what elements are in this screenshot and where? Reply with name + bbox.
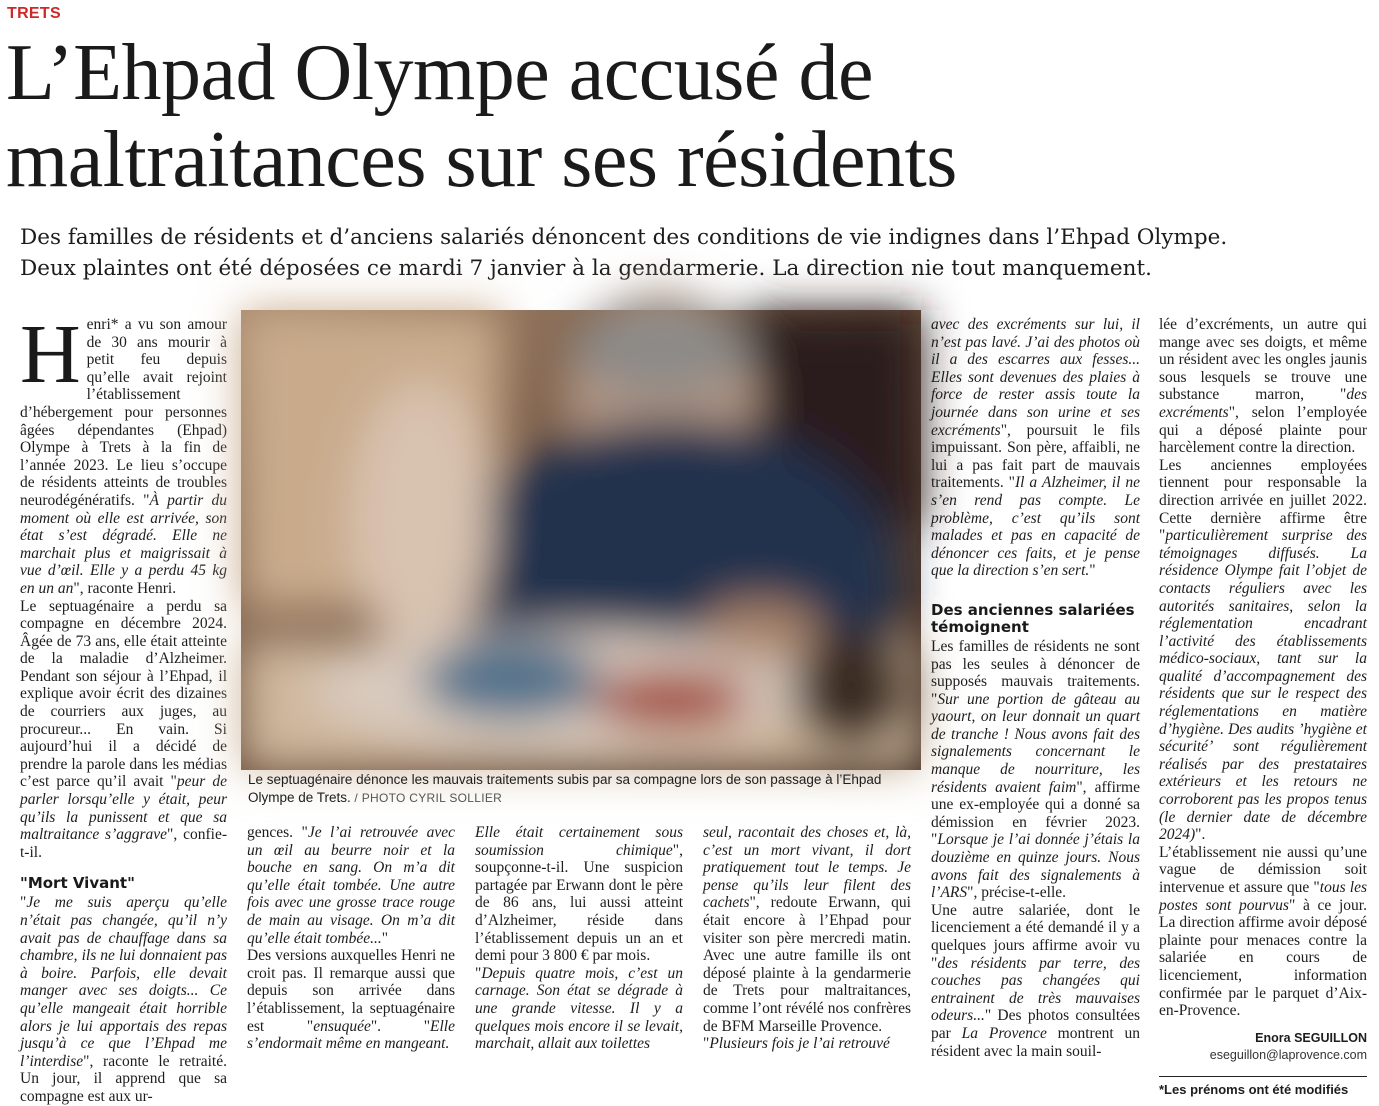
standfirst-line-1: Des familles de résidents et d’anciens salariés dénoncent des conditions de vie indignes dans l’Ehpad Olympe.	[20, 225, 1228, 250]
blurred-photo-image	[241, 310, 921, 770]
article-column-3	[475, 824, 683, 1053]
paragraph: Elle était certainement sous soumission chimique", soupçonne-t-il. Une suspicion partagée par Erwann dont le père de 86 ans, lui aussi atteint d’Alzheimer, réside dans l’établissement depuis un an et demi pour 3 800 € par mois.	[475, 824, 683, 965]
paragraph: seul, racontait des choses et, là, c’est un mort vivant, il dort pratiquement tout le temps. Je pense qu’ils leur filent des cachets", redoute Erwann, qui était encore à l’Ehpad pour visiter son père mercredi matin. Avec une autre famille ils ont déposé plainte à la gendarmerie de Trets pour maltraitances, comme l’ont révélé nos confrères de BFM Marseille Provence.	[703, 824, 911, 1035]
author-name: Enora SEGUILLON	[1255, 1030, 1367, 1045]
paragraph: avec des excréments sur lui, il n’est pas lavé. J’ai des photos où il a des escarres aux fesses... Elles sont devenues des plaies à force de rester assis toute la journée dans son urine et ses excréments", poursuit le fils impuissant. Son père, affaibli, ne lui a pas fait part de mauvais traitements. "Il a Alzheimer, il ne s’en rend pas compte. Le problème, c’est qu’ils sont malades et pas en capacité de dénoncer ces faits, et je pense que la direction s’en sert."	[931, 316, 1140, 580]
headline-line-2: maltraitances sur ses résidents	[6, 116, 957, 204]
standfirst-line-2: Deux plaintes ont été déposées ce mardi 7 janvier à la gendarmerie. La direction nie tout manquement.	[20, 256, 1152, 281]
paragraph: "Depuis quatre mois, c’est un carnage. Son état se dégrade à une grande vitesse. Il y a quelques mois encore il se levait, marchait, allait aux toilettes	[475, 964, 683, 1053]
subheading: Des anciennes salariées témoignent	[931, 600, 1135, 636]
drop-cap: H	[20, 308, 81, 401]
headline-line-1: L’Ehpad Olympe accusé de	[6, 29, 873, 117]
paragraph: "Plusieurs fois je l’ai retrouvé	[703, 1035, 890, 1053]
article-column-6	[1159, 316, 1368, 1097]
standfirst	[20, 222, 1375, 284]
paragraph: Des versions auxquelles Henri ne croit pas. Il remarque aussi que depuis son arrivée dans l’établissement, la septuagénaire est "ensuquée". "Elle s’endormait même en mangeant.	[247, 947, 455, 1053]
paragraph: Les familles de résidents ne sont pas les seules à dénoncer de supposés mauvais traitements. "Sur une portion de gâteau au yaourt, on leur donnait un quart de tranche ! Nous avons fait des signalements concernant le manque de nourriture, les résidents avaient faim", affirme une ex-employée qui a donné sa démission en février 2023. "Lorsque je l’ai donnée j’étais la douzième en quinze jours. Nous avons fait des signalements à l’ARS", précise-t-elle.	[931, 637, 1140, 902]
paragraph: Henri* a vu son amour de 30 ans mourir à petit feu depuis qu’elle avait rejoint l’établissement d’hébergement pour personnes âgées dépendantes (Ehpad) Olympe à Trets à la fin de l’année 2023. Le lieu s’occupe de résidents atteints de troubles neurodégénératifs. "À partir du moment où elle est arrivée, son état s’est dégradé. Elle ne marchait plus et maigrissait à vue d’œil. Elle y a perdu 45 kg en un an", raconte Henri.	[20, 308, 227, 597]
paragraph: Les anciennes employées tiennent pour responsable la direction arrivée en juillet 2022. Cette dernière affirme être "particulièrement surprise des témoignages diffusés. La résidence Olympe fait l’objet de contacts réguliers avec les autorités sanitaires, selon la réglementation encadrant l’activité des établissements médico-sociaux, tant sur la qualité d’accompagnement des résidents que sur le respect des réglementations en matière d’hygiène. Des audits ’hygiène et sécurité’ sont régulièrement réalisés par des prestataires extérieurs et les retours ne corroborent pas les propos tenus (le dernier date de décembre 2024)".	[1159, 456, 1367, 844]
paragraph: Une autre salariée, dont le licenciement a été demandé il y a quelques jours affirme avoir vu "des résidents par terre, des couches pas changées qui entrainent de très mauvaises odeurs..." Des photos consultées par La Provence montrent un résident avec la main souil-	[931, 901, 1140, 1060]
paragraph: Le septuagénaire a perdu sa compagne en décembre 2024. Âgée de 73 ans, elle était atteinte de la maladie d’Alzheimer. Pendant son séjour à l’Ehpad, il explique avoir écrit des dizaines de courriers aux juges, au procureur... En vain. Si aujourd’hui il a décidé de prendre la parole dans les médias c’est parce qu’il avait "peur de parler lorsqu’elle y était, peur qu’ils la punissent et que sa maltraitance s’aggrave", confie-t-il.	[20, 597, 227, 861]
article-column-4	[703, 824, 911, 1053]
article-column-1	[20, 308, 227, 1105]
article-column-5	[931, 316, 1140, 1060]
divider	[1159, 1076, 1367, 1077]
section-kicker: TRETS	[7, 5, 61, 22]
subheading: "Mort Vivant"	[20, 874, 135, 893]
article-photo	[241, 310, 921, 770]
photo-credit: / PHOTO CYRIL SOLLIER	[350, 791, 503, 805]
paragraph: lée d’excréments, un autre qui mange avec ses doigts, et même un résident avec les ongles jaunis sous lesquels se trouve une substance marron, "des excréments", selon l’employée qui a déposé plainte pour harcèlement contre la direction.	[1159, 316, 1367, 457]
author-email[interactable]: eseguillon@laprovence.com	[1209, 1047, 1367, 1062]
photo-caption	[248, 771, 918, 807]
paragraph: L’établissement nie aussi qu’une vague de démission soit intervenue et assure que "tous les postes sont pourvus" à ce jour. La direction affirme avoir déposé plainte pour menaces contre la salariée en cours de licenciement, information confirmée par le parquet d’Aix-en-Provence.	[1159, 843, 1368, 1020]
caption-text: Le septuagénaire dénonce les mauvais traitements subis par sa compagne lors de son passage à l’Ehpad Olympe de Trets.	[248, 772, 882, 805]
paragraph: "Je me suis aperçu qu’elle n’était pas changée, qu’il n’y avait pas de chauffage dans sa chambre, ils ne lui donnaient pas à boire. Parfois, elle devait manger avec ses doigts... Ce qu’elle mangeait était horrible alors je lui apportais des repas jusqu’à ce que l’Ehpad me l’interdise", raconte le retraité. Un jour, il apprend que sa compagne est aux ur-	[20, 894, 227, 1105]
article-column-2	[247, 824, 456, 1053]
footnote: *Les prénoms ont été modifiés	[1159, 1081, 1349, 1097]
paragraph: gences. "Je l’ai retrouvée avec un œil au beurre noir et la bouche en sang. On m’a dit qu’elle était tombée. Une autre fois avec une grosse trace rouge de main au visage. On m’a dit qu’elle était tombée..."	[247, 824, 456, 947]
headline	[6, 30, 1376, 204]
